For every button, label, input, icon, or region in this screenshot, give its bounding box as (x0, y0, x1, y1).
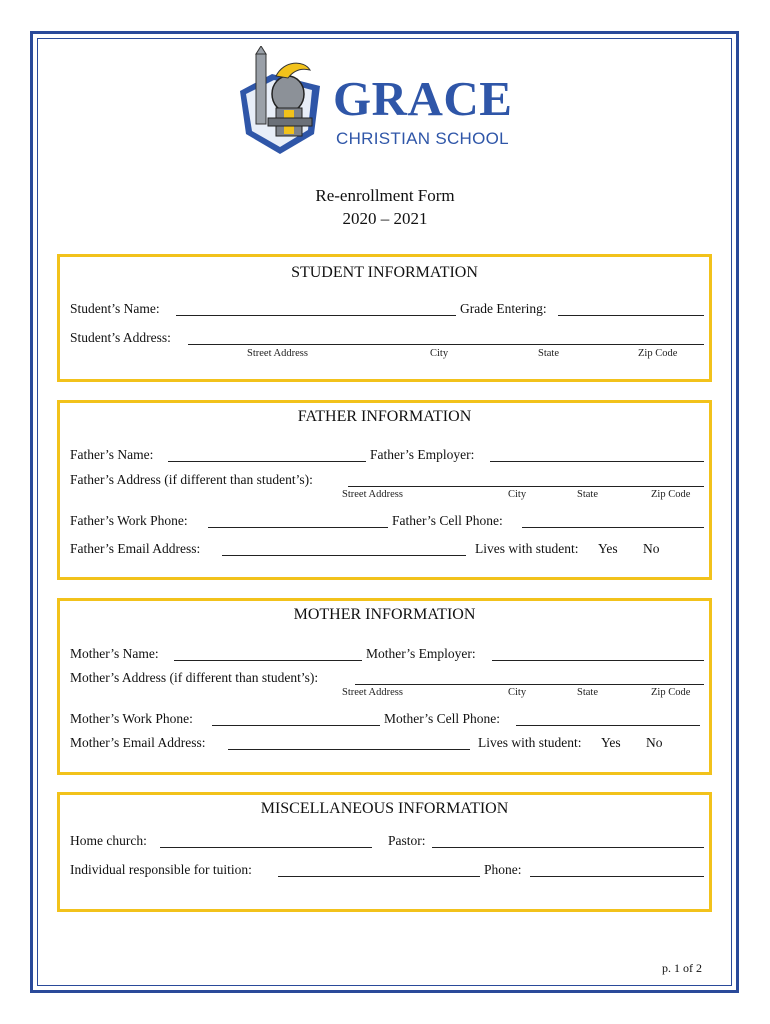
mother-cell-phone-field[interactable] (516, 711, 700, 726)
mother-street-caption: Street Address (342, 687, 403, 698)
pastor-field[interactable] (432, 833, 704, 848)
misc-heading: MISCELLANEOUS INFORMATION (260, 800, 509, 817)
father-cell-phone-field[interactable] (522, 513, 704, 528)
father-address-label: Father’s Address (if different than student’s): (70, 472, 313, 487)
father-email-label: Father’s Email Address: (70, 541, 201, 556)
father-zip-caption: Zip Code (651, 489, 691, 500)
mother-state-caption: State (577, 687, 598, 698)
grade-entering-field[interactable] (558, 301, 704, 316)
student-state-caption: State (538, 348, 559, 359)
father-lives-yes-option[interactable]: Yes (598, 541, 618, 556)
mother-name-label: Mother’s Name: (70, 646, 159, 661)
mother-work-phone-field[interactable] (212, 711, 380, 726)
student-address-field[interactable] (188, 330, 704, 345)
father-employer-field[interactable] (490, 447, 704, 462)
tuition-label: Individual responsible for tuition: (70, 862, 252, 877)
student-name-field[interactable] (176, 301, 456, 316)
pastor-label: Pastor: (388, 833, 426, 848)
home-church-field[interactable] (160, 833, 372, 848)
mother-lives-no-option[interactable]: No (646, 735, 663, 750)
mother-email-label: Mother’s Email Address: (70, 735, 206, 750)
student-city-caption: City (430, 348, 449, 359)
grade-entering-label: Grade Entering: (460, 301, 547, 316)
mother-address-label: Mother’s Address (if different than student’s): (70, 670, 319, 685)
mother-address-field[interactable] (355, 670, 704, 685)
father-work-phone-field[interactable] (208, 513, 388, 528)
misc-section (57, 792, 712, 912)
father-street-caption: Street Address (342, 489, 403, 500)
father-name-field[interactable] (168, 447, 366, 462)
logo-subtitle: CHRISTIAN SCHOOL (336, 129, 509, 148)
student-address-label: Student’s Address: (70, 330, 171, 345)
tuition-phone-field[interactable] (530, 862, 704, 877)
father-section (57, 400, 712, 580)
mother-section (57, 598, 712, 775)
father-work-phone-label: Father’s Work Phone: (70, 513, 188, 528)
mother-heading: MOTHER INFORMATION (293, 606, 476, 623)
father-address-field[interactable] (348, 472, 704, 487)
mother-email-field[interactable] (228, 735, 470, 750)
mother-name-field[interactable] (174, 646, 362, 661)
mother-lives-label: Lives with student: (478, 735, 582, 750)
father-city-caption: City (508, 489, 527, 500)
student-zip-caption: Zip Code (638, 348, 678, 359)
form-year: 2020 – 2021 (342, 209, 428, 228)
father-employer-label: Father’s Employer: (370, 447, 475, 462)
student-street-caption: Street Address (247, 348, 308, 359)
page-number: p. 1 of 2 (662, 961, 702, 975)
mother-employer-field[interactable] (492, 646, 704, 661)
father-state-caption: State (577, 489, 598, 500)
father-heading: FATHER INFORMATION (297, 408, 472, 425)
mother-work-phone-label: Mother’s Work Phone: (70, 711, 193, 726)
father-name-label: Father’s Name: (70, 447, 154, 462)
mother-lives-yes-option[interactable]: Yes (601, 735, 621, 750)
father-email-field[interactable] (222, 541, 466, 556)
home-church-label: Home church: (70, 833, 147, 848)
form-title: Re-enrollment Form (315, 186, 455, 205)
father-cell-phone-label: Father’s Cell Phone: (392, 513, 503, 528)
student-name-label: Student’s Name: (70, 301, 160, 316)
tuition-phone-label: Phone: (484, 862, 522, 877)
mother-cell-phone-label: Mother’s Cell Phone: (384, 711, 500, 726)
student-section (57, 254, 712, 382)
student-heading: STUDENT INFORMATION (291, 264, 478, 281)
tuition-field[interactable] (278, 862, 480, 877)
mother-zip-caption: Zip Code (651, 687, 691, 698)
father-lives-no-option[interactable]: No (643, 541, 660, 556)
mother-employer-label: Mother’s Employer: (366, 646, 476, 661)
father-lives-label: Lives with student: (475, 541, 579, 556)
mother-city-caption: City (508, 687, 527, 698)
logo-name: GRACE (333, 71, 513, 126)
